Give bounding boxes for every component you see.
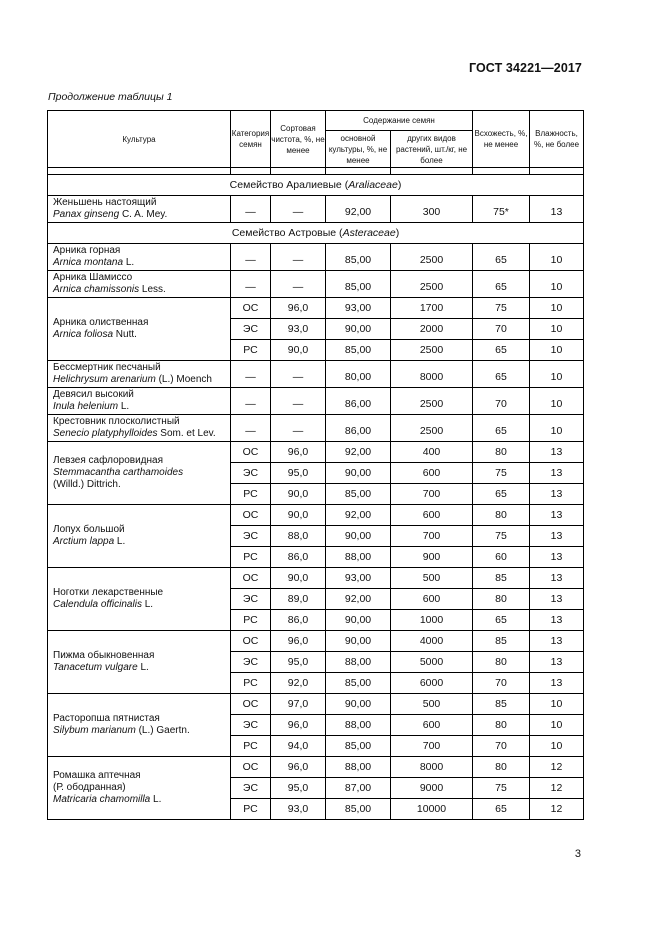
- other-species-cell: 8000: [391, 361, 473, 388]
- moisture-cell: 13: [530, 631, 584, 652]
- main-crop-cell: 88,00: [326, 547, 391, 568]
- table-row: [48, 757, 584, 778]
- purity-cell: 86,0: [271, 547, 326, 568]
- table-row: [48, 244, 584, 271]
- purity-cell: 96,0: [271, 715, 326, 736]
- table-row: [48, 361, 584, 388]
- germination-cell: 85: [473, 568, 530, 589]
- category-cell: ЭС: [231, 526, 271, 547]
- purity-cell: 94,0: [271, 736, 326, 757]
- germination-cell: 65: [473, 799, 530, 820]
- main-crop-cell: 90,00: [326, 526, 391, 547]
- crop-author: C. A. Mey.: [119, 209, 168, 220]
- crop-russian-name: Бессмертник песчаный: [53, 362, 161, 373]
- main-crop-cell: 93,00: [326, 568, 391, 589]
- table-row: [48, 298, 584, 319]
- moisture-cell: 10: [530, 736, 584, 757]
- category-cell: —: [231, 271, 271, 298]
- table-row: [48, 568, 584, 589]
- germination-cell: 80: [473, 652, 530, 673]
- category-cell: ОС: [231, 505, 271, 526]
- crop-author: L.: [150, 794, 162, 805]
- crop-latin: Tanacetum vulgare: [53, 662, 138, 673]
- crop-name-cell: [48, 631, 231, 694]
- crop-name-cell: [48, 244, 231, 271]
- table-row: [48, 196, 584, 223]
- main-crop-cell: 85,00: [326, 484, 391, 505]
- purity-cell: 95,0: [271, 463, 326, 484]
- other-species-cell: 600: [391, 463, 473, 484]
- crop-author: L.: [114, 536, 126, 547]
- crop-name-cell: [48, 568, 231, 631]
- main-crop-cell: 88,00: [326, 652, 391, 673]
- crop-scientific-name: [53, 725, 225, 737]
- header-other-species: других видов растений, шт./кг, не более: [391, 131, 473, 168]
- table-continuation-caption: Продолжение таблицы 1: [48, 91, 173, 103]
- moisture-cell: 13: [530, 610, 584, 631]
- category-cell: ОС: [231, 757, 271, 778]
- moisture-cell: 10: [530, 361, 584, 388]
- category-cell: —: [231, 196, 271, 223]
- crop-russian-name: Ноготки лекарственные: [53, 587, 164, 598]
- moisture-cell: 13: [530, 652, 584, 673]
- main-crop-cell: 90,00: [326, 631, 391, 652]
- germination-cell: 80: [473, 715, 530, 736]
- table-row: [48, 442, 584, 463]
- crop-alt-name: (Р. ободранная): [53, 782, 126, 793]
- purity-cell: 97,0: [271, 694, 326, 715]
- category-cell: ОС: [231, 631, 271, 652]
- crop-scientific-name: [53, 599, 225, 611]
- category-cell: ЭС: [231, 319, 271, 340]
- main-crop-cell: 88,00: [326, 715, 391, 736]
- crop-scientific-name: [53, 536, 225, 548]
- category-cell: ОС: [231, 298, 271, 319]
- crop-author: (L.) Gaertn.: [135, 725, 190, 736]
- category-cell: РС: [231, 799, 271, 820]
- germination-cell: 65: [473, 484, 530, 505]
- crop-latin: Arctium lappa: [53, 536, 115, 547]
- crop-author: (L.) Moench: [155, 374, 212, 385]
- purity-cell: —: [271, 415, 326, 442]
- crop-russian-name: Арника горная: [53, 245, 121, 256]
- other-species-cell: 2500: [391, 271, 473, 298]
- crop-scientific-name: [53, 284, 225, 296]
- other-species-cell: 2500: [391, 340, 473, 361]
- moisture-cell: 10: [530, 694, 584, 715]
- crop-author: L.: [141, 599, 154, 610]
- crop-latin: Panax ginseng: [53, 209, 120, 220]
- crop-author: L.: [137, 662, 149, 673]
- moisture-cell: 10: [530, 388, 584, 415]
- crop-scientific-name: [53, 662, 225, 674]
- main-crop-cell: 92,00: [326, 196, 391, 223]
- category-cell: ЭС: [231, 715, 271, 736]
- seed-quality-table: [47, 110, 584, 820]
- main-crop-cell: 90,00: [326, 463, 391, 484]
- category-cell: РС: [231, 340, 271, 361]
- purity-cell: 86,0: [271, 610, 326, 631]
- page-number: 3: [574, 848, 581, 860]
- header-spacer-row: [48, 168, 584, 175]
- other-species-cell: 700: [391, 736, 473, 757]
- crop-russian-name: Расторопша пятнистая: [53, 713, 160, 724]
- germination-cell: 80: [473, 442, 530, 463]
- crop-russian-name: Арника Шамиссо: [53, 272, 133, 283]
- purity-cell: —: [271, 388, 326, 415]
- main-crop-cell: 92,00: [326, 589, 391, 610]
- main-crop-cell: 93,00: [326, 298, 391, 319]
- crop-latin: Inula helenium: [53, 401, 119, 412]
- table-body: [48, 175, 584, 820]
- crop-author: Som. et Lev.: [157, 428, 216, 439]
- germination-cell: 80: [473, 589, 530, 610]
- category-cell: ЭС: [231, 652, 271, 673]
- family-suffix: ): [397, 179, 402, 191]
- category-cell: —: [231, 415, 271, 442]
- category-cell: РС: [231, 673, 271, 694]
- other-species-cell: 700: [391, 526, 473, 547]
- germination-cell: 65: [473, 271, 530, 298]
- germination-cell: 75: [473, 463, 530, 484]
- crop-name-cell: [48, 694, 231, 757]
- purity-cell: —: [271, 196, 326, 223]
- germination-cell: 75: [473, 778, 530, 799]
- crop-scientific-name: [53, 329, 225, 341]
- purity-cell: 90,0: [271, 505, 326, 526]
- crop-russian-name: Арника олиственная: [53, 317, 149, 328]
- moisture-cell: 10: [530, 340, 584, 361]
- germination-cell: 70: [473, 388, 530, 415]
- crop-russian-name: Девясил высокий: [53, 389, 134, 400]
- moisture-cell: 13: [530, 526, 584, 547]
- moisture-cell: 13: [530, 463, 584, 484]
- other-species-cell: 4000: [391, 631, 473, 652]
- moisture-cell: 10: [530, 244, 584, 271]
- crop-scientific-name: [53, 401, 225, 413]
- main-crop-cell: 85,00: [326, 244, 391, 271]
- other-species-cell: 600: [391, 505, 473, 526]
- moisture-cell: 10: [530, 298, 584, 319]
- other-species-cell: 10000: [391, 799, 473, 820]
- crop-scientific-name: [53, 794, 225, 806]
- header-purity: Сортовая чистота, %, не менее: [271, 111, 326, 168]
- other-species-cell: 2500: [391, 388, 473, 415]
- moisture-cell: 10: [530, 319, 584, 340]
- other-species-cell: 300: [391, 196, 473, 223]
- crop-scientific-name: [53, 374, 225, 386]
- purity-cell: 90,0: [271, 340, 326, 361]
- purity-cell: 96,0: [271, 757, 326, 778]
- crop-latin: Calendula officinalis: [53, 599, 142, 610]
- crop-scientific-name: [53, 257, 225, 269]
- germination-cell: 75*: [473, 196, 530, 223]
- moisture-cell: 13: [530, 589, 584, 610]
- germination-cell: 65: [473, 610, 530, 631]
- main-crop-cell: 86,00: [326, 415, 391, 442]
- purity-cell: —: [271, 244, 326, 271]
- purity-cell: 93,0: [271, 319, 326, 340]
- crop-russian-name: Женьшень настоящий: [53, 197, 157, 208]
- other-species-cell: 9000: [391, 778, 473, 799]
- other-species-cell: 1700: [391, 298, 473, 319]
- other-species-cell: 900: [391, 547, 473, 568]
- moisture-cell: 13: [530, 505, 584, 526]
- purity-cell: 95,0: [271, 778, 326, 799]
- moisture-cell: 13: [530, 442, 584, 463]
- moisture-cell: 12: [530, 757, 584, 778]
- crop-scientific-name: [53, 428, 225, 440]
- crop-scientific-name: [53, 209, 225, 221]
- category-cell: —: [231, 388, 271, 415]
- moisture-cell: 10: [530, 415, 584, 442]
- table-row: [48, 694, 584, 715]
- crop-russian-name: Лопух большой: [53, 524, 125, 535]
- main-crop-cell: 85,00: [326, 673, 391, 694]
- category-cell: РС: [231, 547, 271, 568]
- germination-cell: 65: [473, 415, 530, 442]
- crop-author: Less.: [139, 284, 166, 295]
- crop-scientific-name: [53, 467, 225, 479]
- germination-cell: 70: [473, 673, 530, 694]
- purity-cell: 92,0: [271, 673, 326, 694]
- other-species-cell: 600: [391, 715, 473, 736]
- family-label: Семейство Астровые (: [231, 227, 343, 239]
- crop-author-extra: (Willd.) Dittrich.: [53, 479, 121, 490]
- purity-cell: —: [271, 361, 326, 388]
- family-row: [48, 223, 584, 244]
- family-latin: Araliaceae: [348, 179, 398, 191]
- main-crop-cell: 88,00: [326, 757, 391, 778]
- crop-name-cell: [48, 298, 231, 361]
- header-category: Категория семян: [231, 111, 271, 168]
- moisture-cell: 13: [530, 568, 584, 589]
- header-germination: Всхожесть, %, не менее: [473, 111, 530, 168]
- crop-author: L.: [118, 401, 130, 412]
- crop-russian-name: Левзея сафлоровидная: [53, 455, 163, 466]
- other-species-cell: 1000: [391, 610, 473, 631]
- category-cell: РС: [231, 736, 271, 757]
- other-species-cell: 8000: [391, 757, 473, 778]
- document-code: ГОСТ 34221—2017: [468, 61, 582, 75]
- moisture-cell: 13: [530, 196, 584, 223]
- category-cell: ЭС: [231, 463, 271, 484]
- main-crop-cell: 85,00: [326, 736, 391, 757]
- germination-cell: 65: [473, 361, 530, 388]
- crop-name-cell: [48, 505, 231, 568]
- main-crop-cell: 92,00: [326, 442, 391, 463]
- moisture-cell: 10: [530, 271, 584, 298]
- category-cell: РС: [231, 610, 271, 631]
- main-crop-cell: 85,00: [326, 340, 391, 361]
- germination-cell: 80: [473, 757, 530, 778]
- germination-cell: 80: [473, 505, 530, 526]
- germination-cell: 65: [473, 340, 530, 361]
- crop-name-cell: [48, 757, 231, 820]
- germination-cell: 60: [473, 547, 530, 568]
- main-crop-cell: 90,00: [326, 694, 391, 715]
- main-crop-cell: 85,00: [326, 271, 391, 298]
- category-cell: ЭС: [231, 778, 271, 799]
- crop-latin: Senecio platyphylloides: [53, 428, 158, 439]
- category-cell: ОС: [231, 442, 271, 463]
- table-row: [48, 505, 584, 526]
- other-species-cell: 500: [391, 568, 473, 589]
- other-species-cell: 400: [391, 442, 473, 463]
- header-seed-content: Содержание семян: [326, 111, 473, 131]
- family-row: [48, 175, 584, 196]
- germination-cell: 85: [473, 694, 530, 715]
- purity-cell: —: [271, 271, 326, 298]
- table-row: [48, 271, 584, 298]
- main-crop-cell: 90,00: [326, 319, 391, 340]
- other-species-cell: 2000: [391, 319, 473, 340]
- crop-author: Nutt.: [113, 329, 137, 340]
- main-crop-cell: 90,00: [326, 610, 391, 631]
- germination-cell: 70: [473, 736, 530, 757]
- crop-name-cell: [48, 361, 231, 388]
- crop-russian-name: Ромашка аптечная: [53, 770, 141, 781]
- table-row: [48, 415, 584, 442]
- crop-latin: Matricaria chamomilla: [53, 794, 151, 805]
- crop-author: L.: [123, 257, 135, 268]
- crop-name-cell: [48, 196, 231, 223]
- crop-latin: Arnica foliosa: [53, 329, 114, 340]
- table-row: [48, 631, 584, 652]
- crop-latin: Stemmacantha carthamoides: [53, 467, 184, 478]
- moisture-cell: 13: [530, 673, 584, 694]
- table-row: [48, 388, 584, 415]
- other-species-cell: 5000: [391, 652, 473, 673]
- moisture-cell: 12: [530, 778, 584, 799]
- purity-cell: 96,0: [271, 442, 326, 463]
- germination-cell: 75: [473, 526, 530, 547]
- header-culture: Культура: [48, 111, 231, 168]
- other-species-cell: 600: [391, 589, 473, 610]
- crop-name-cell: [48, 442, 231, 505]
- main-crop-cell: 80,00: [326, 361, 391, 388]
- other-species-cell: 2500: [391, 415, 473, 442]
- family-suffix: ): [395, 227, 400, 239]
- category-cell: ЭС: [231, 589, 271, 610]
- family-heading: [48, 223, 584, 244]
- crop-russian-name: Крестовник плосколистный: [53, 416, 180, 427]
- germination-cell: 85: [473, 631, 530, 652]
- category-cell: —: [231, 361, 271, 388]
- crop-latin: Helichrysum arenarium: [53, 374, 156, 385]
- header-main-crop: основной культуры, %, не менее: [326, 131, 391, 168]
- main-crop-cell: 87,00: [326, 778, 391, 799]
- purity-cell: 96,0: [271, 298, 326, 319]
- main-crop-cell: 86,00: [326, 388, 391, 415]
- purity-cell: 88,0: [271, 526, 326, 547]
- crop-name-cell: [48, 388, 231, 415]
- moisture-cell: 10: [530, 715, 584, 736]
- crop-latin: Arnica montana: [53, 257, 124, 268]
- germination-cell: 70: [473, 319, 530, 340]
- crop-latin: Arnica chamissonis: [53, 284, 140, 295]
- main-crop-cell: 85,00: [326, 799, 391, 820]
- header-moisture: Влажность, %, не более: [530, 111, 584, 168]
- purity-cell: 93,0: [271, 799, 326, 820]
- crop-latin: Silybum marianum: [53, 725, 136, 736]
- crop-russian-name: Пижма обыкновенная: [53, 650, 155, 661]
- purity-cell: 89,0: [271, 589, 326, 610]
- purity-cell: 95,0: [271, 652, 326, 673]
- category-cell: РС: [231, 484, 271, 505]
- category-cell: —: [231, 244, 271, 271]
- category-cell: ОС: [231, 694, 271, 715]
- moisture-cell: 12: [530, 799, 584, 820]
- crop-name-cell: [48, 271, 231, 298]
- other-species-cell: 6000: [391, 673, 473, 694]
- category-cell: ОС: [231, 568, 271, 589]
- other-species-cell: 700: [391, 484, 473, 505]
- other-species-cell: 2500: [391, 244, 473, 271]
- other-species-cell: 500: [391, 694, 473, 715]
- family-heading: [48, 175, 584, 196]
- moisture-cell: 13: [530, 547, 584, 568]
- germination-cell: 75: [473, 298, 530, 319]
- purity-cell: 96,0: [271, 631, 326, 652]
- germination-cell: 65: [473, 244, 530, 271]
- purity-cell: 90,0: [271, 484, 326, 505]
- main-crop-cell: 92,00: [326, 505, 391, 526]
- purity-cell: 90,0: [271, 568, 326, 589]
- family-label: Семейство Аралиевые (: [229, 179, 349, 191]
- crop-name-cell: [48, 415, 231, 442]
- moisture-cell: 13: [530, 484, 584, 505]
- family-latin: Asteraceae: [342, 227, 396, 239]
